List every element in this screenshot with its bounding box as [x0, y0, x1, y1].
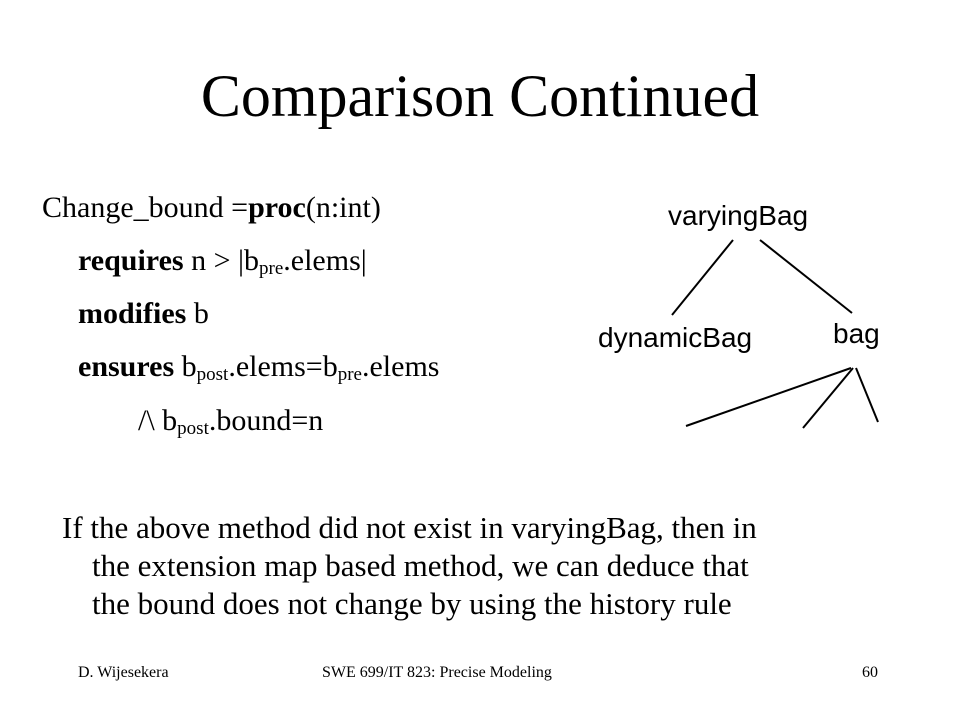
and-text-end: .bound=n: [208, 404, 324, 437]
paragraph-line-2: the extension map based method, we can deduce that: [92, 548, 749, 583]
requires-text: n > |b: [183, 244, 259, 277]
modifies-keyword: modifies: [78, 297, 187, 330]
edge-root-left: [672, 240, 733, 315]
pre-subscript: pre: [259, 258, 284, 279]
requires-text-end: .elems|: [283, 244, 367, 277]
footer-course: SWE 699/IT 823: Precise Modeling: [322, 664, 552, 681]
ensures-text: b: [174, 350, 197, 383]
ensures-text-mid: .elems=b: [228, 350, 338, 383]
paragraph-line-3: the bound does not change by using the history rule: [92, 586, 732, 621]
modifies-text: b: [186, 297, 209, 330]
requires-keyword: requires: [78, 244, 184, 277]
paragraph-line-1: If the above method did not exist in varyingBag, then in: [62, 510, 757, 545]
edge-bag-child-1: [686, 368, 851, 426]
slide-title: Comparison Continued: [200, 63, 760, 129]
footer-page-number: 60: [862, 664, 878, 681]
diagram-right-label: bag: [833, 318, 880, 349]
edge-bag-child-3: [856, 368, 878, 422]
ensures-text-end: .elems: [361, 350, 440, 383]
diagram-root-label: varyingBag: [668, 200, 809, 231]
diagram-left-label: dynamicBag: [598, 322, 753, 353]
edge-root-right: [760, 240, 852, 313]
pre-subscript: pre: [337, 364, 362, 385]
and-text: /\ b: [138, 404, 178, 437]
post-subscript: post: [196, 364, 229, 385]
proc-params: (n:int): [305, 191, 381, 224]
footer-author: D. Wijesekera: [78, 664, 169, 681]
ensures-keyword: ensures: [78, 350, 175, 383]
proc-keyword: proc: [248, 191, 306, 224]
explanation-paragraph: [62, 509, 942, 623]
post-subscript: post: [177, 418, 209, 439]
proc-name: Change_bound =: [42, 191, 249, 224]
